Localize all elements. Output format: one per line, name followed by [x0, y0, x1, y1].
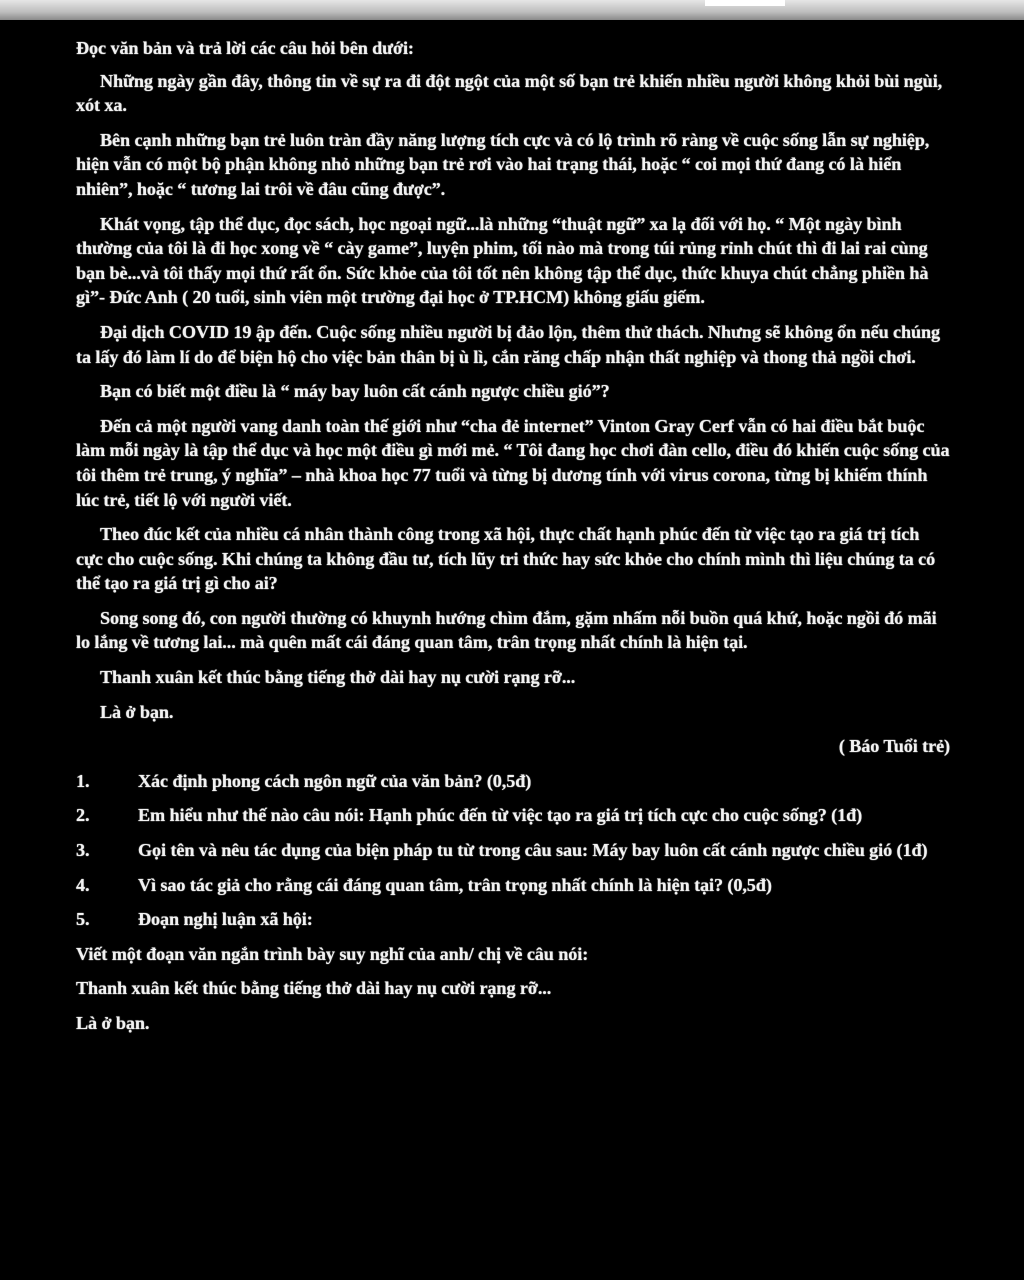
question-item	[76, 838, 950, 863]
question-text: Đoạn nghị luận xã hội:	[138, 909, 313, 930]
essay-prompt-line: Viết một đoạn văn ngắn trình bày suy nghĩ của anh/ chị về câu nói:	[76, 943, 589, 964]
question-number: 4.	[76, 874, 90, 895]
paragraph: Là ở bạn.	[100, 701, 174, 722]
paragraph: Bạn có biết một điều là “ máy bay luôn cất cánh ngược chiều gió”?	[100, 381, 610, 402]
paragraph: Đến cả một người vang danh toàn thế giới như “cha đẻ internet” Vinton Gray Cerf vẫn có hai điều bắt buộc làm mỗi ngày là tập thể dục và học một điều gì mới mẻ. “ Tôi đang học chơi đàn cello, điều đó khiến cuộc sống của tôi thêm trẻ trung, ý nghĩa” – nhà khoa học 77 tuổi và từng bị dương tính với virus corona, từng bị khiếm thính lúc trẻ, tiết lộ với người viết.	[76, 415, 950, 510]
top-bar-highlight	[705, 0, 785, 6]
paragraph: Những ngày gần đây, thông tin về sự ra đi đột ngột của một số bạn trẻ khiến nhiều người không khỏi bùi ngùi, xót xa.	[76, 70, 943, 116]
question-number: 5.	[76, 909, 90, 930]
question-number: 2.	[76, 805, 90, 826]
question-number: 1.	[76, 770, 90, 791]
question-text: Gọi tên và nêu tác dụng của biện pháp tu từ trong câu sau: Máy bay luôn cất cánh ngược chiều gió (1đ)	[138, 840, 928, 861]
essay-quote-line: Thanh xuân kết thúc bằng tiếng thở dài hay nụ cười rạng rỡ...	[76, 978, 552, 999]
question-item	[76, 803, 950, 828]
question-text: Em hiểu như thế nào câu nói: Hạnh phúc đến từ việc tạo ra giá trị tích cực cho cuộc sống? (1đ)	[138, 805, 863, 826]
source-citation: ( Báo Tuổi trẻ)	[838, 736, 950, 757]
top-bar	[0, 0, 1024, 20]
essay-quote-line: Là ở bạn.	[76, 1013, 150, 1033]
question-text: Vì sao tác giả cho rằng cái đáng quan tâm, trân trọng nhất chính là hiện tại? (0,5đ)	[138, 874, 772, 895]
paragraph: Thanh xuân kết thúc bằng tiếng thở dài hay nụ cười rạng rỡ...	[100, 667, 576, 688]
document-page	[76, 36, 950, 1046]
question-item	[76, 907, 950, 932]
question-item	[76, 873, 950, 898]
paragraph: Khát vọng, tập thể dục, đọc sách, học ngoại ngữ...là những “thuật ngữ” xa lạ đối với họ. “ Một ngày bình thường của tôi là đi học xong về “ cày game”, luyện phim, tối nào mà trong túi rủng rỉnh chút thì đi lai rai cùng bạn bè...và tôi thấy mọi thứ rất ổn. Sức khỏe của tôi tốt nên không tập thể dục, thức khuya chút chẳng phiền hà gì”- Đức Anh ( 20 tuổi, sinh viên một trường đại học ở TP.HCM) không giấu giếm.	[76, 213, 929, 308]
paragraph: Đại dịch COVID 19 ập đến. Cuộc sống nhiều người bị đảo lộn, thêm thử thách. Nhưng sẽ không ổn nếu chúng ta lấy đó làm lí do để biện hộ cho việc bản thân bị ù lì, cắn răng chấp nhận thất nghiệp và thong thả ngồi chơi.	[76, 321, 941, 367]
document-heading: Đọc văn bản và trả lời các câu hỏi bên dưới:	[76, 38, 414, 58]
paragraph: Song song đó, con người thường có khuynh hướng chìm đắm, gặm nhấm nỗi buồn quá khứ, hoặc ngồi đó mãi lo lắng về tương lai... mà quên mất cái đáng quan tâm, trân trọng nhất chính là hiện tại.	[76, 607, 937, 653]
question-text: Xác định phong cách ngôn ngữ của văn bản? (0,5đ)	[138, 770, 532, 791]
question-item	[76, 769, 950, 794]
question-number: 3.	[76, 840, 90, 861]
paragraph: Bên cạnh những bạn trẻ luôn tràn đầy năng lượng tích cực và có lộ trình rõ ràng về cuộc sống lẫn sự nghiệp, hiện vẫn có một bộ phận không nhỏ những bạn trẻ rơi vào hai trạng thái, hoặc “ coi mọi thứ đang có là hiển nhiên”, hoặc “ tương lai trôi về đâu cũng được”.	[76, 129, 930, 199]
paragraph: Theo đúc kết của nhiều cá nhân thành công trong xã hội, thực chất hạnh phúc đến từ việc tạo ra giá trị tích cực cho cuộc sống. Khi chúng ta không đầu tư, tích lũy tri thức hay sức khỏe cho chính mình thì liệu chúng ta có thể tạo ra giá trị gì cho ai?	[76, 524, 936, 594]
